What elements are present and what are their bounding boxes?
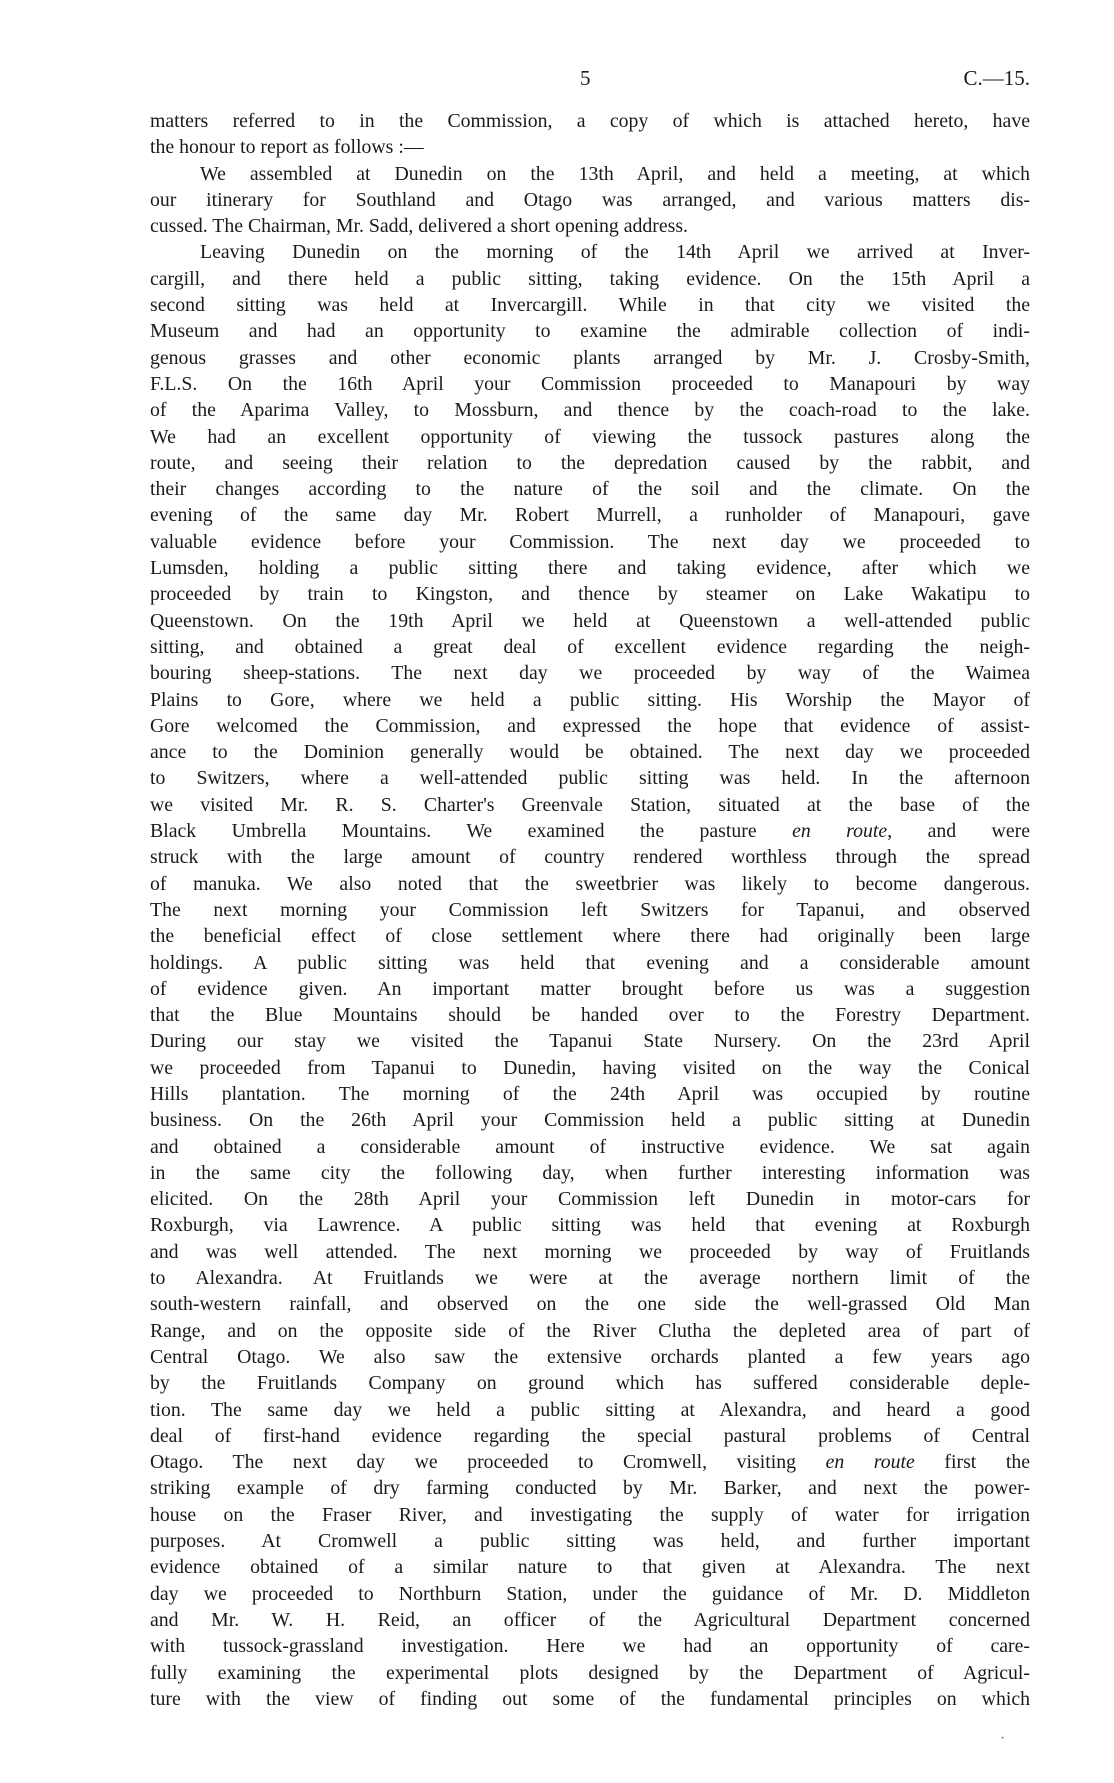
text-line: and Mr. W. H. Reid, an officer of the Agricultural Department concerned <box>150 1608 1030 1631</box>
text-line: house on the Fraser River, and investigating the supply of water for irrigation <box>150 1503 1030 1526</box>
text-line: Hills plantation. The morning of the 24th April was occupied by routine <box>150 1082 1030 1105</box>
text-run: Otago. The next day we proceeded to Cromwell, visiting <box>150 1451 796 1474</box>
text-line: of the Aparima Valley, to Mossburn, and thence by the coach-road to the lake. <box>150 399 1030 422</box>
text-line: evening of the same day Mr. Robert Murrell, a runholder of Manapouri, gave <box>150 504 1030 527</box>
text-line: Queenstown. On the 19th April we held at Queenstown a well-attended public <box>150 609 1030 632</box>
text-line: Leaving Dunedin on the morning of the 14th April we arrived at Inver- <box>200 241 1030 264</box>
text-line: Lumsden, holding a public sitting there and taking evidence, after which we <box>150 557 1030 580</box>
text-line: deal of first-hand evidence regarding the special pastural problems of Central <box>150 1424 1030 1447</box>
text-line: we proceeded from Tapanui to Dunedin, having visited on the way the Conical <box>150 1056 1030 1079</box>
text-run: , and were <box>887 820 1030 843</box>
margin-mark: · <box>1000 1730 1006 1747</box>
text-line: We had an excellent opportunity of viewing the tussock pastures along the <box>150 425 1030 448</box>
page-header <box>150 66 1030 96</box>
text-line: to Switzers, where a well-attended public sitting was held. In the afternoon <box>150 767 1030 790</box>
text-line: cargill, and there held a public sitting, taking evidence. On the 15th April a <box>150 267 1030 290</box>
page-number: 5 <box>580 66 591 90</box>
report-body <box>150 108 1030 1712</box>
text-line: day we proceeded to Northburn Station, under the guidance of Mr. D. Middleton <box>150 1582 1030 1605</box>
text-line: matters referred to in the Commission, a copy of which is attached hereto, have <box>150 110 1030 132</box>
text-line: bouring sheep-stations. The next day we proceeded by way of the Waimea <box>150 662 1030 685</box>
text-line: proceeded by train to Kingston, and thence by steamer on Lake Wakatipu to <box>150 583 1030 606</box>
text-line: Museum and had an opportunity to examine the admirable collection of indi- <box>150 320 1030 343</box>
text-line: in the same city the following day, when further interesting information was <box>150 1161 1030 1184</box>
text-line: their changes according to the nature of the soil and the climate. On the <box>150 478 1030 501</box>
text-line: with tussock-grassland investigation. Here we had an opportunity of care- <box>150 1635 1030 1658</box>
text-line: cussed. The Chairman, Mr. Sadd, delivered a short opening address. <box>150 215 689 238</box>
text-run: Black Umbrella Mountains. We examined the pasture <box>150 820 757 843</box>
italic-phrase: en route <box>825 1451 915 1474</box>
text-line: sitting, and obtained a great deal of excellent evidence regarding the neigh- <box>150 635 1030 658</box>
text-line-with-italic <box>150 1449 1030 1475</box>
text-line: ture with the view of finding out some of the fundamental principles on which <box>150 1687 1030 1710</box>
text-line: and obtained a considerable amount of instructive evidence. We sat again <box>150 1135 1030 1158</box>
text-line: of manuka. We also noted that the sweetbrier was likely to become dangerous. <box>150 872 1030 895</box>
text-line: south-western rainfall, and observed on the one side the well-grassed Old Man <box>150 1293 1030 1316</box>
text-line: purposes. At Cromwell a public sitting was held, and further important <box>150 1530 1030 1553</box>
text-line: striking example of dry farming conducted by Mr. Barker, and next the power- <box>150 1477 1030 1500</box>
text-line: elicited. On the 28th April your Commission left Dunedin in motor-cars for <box>150 1188 1030 1211</box>
text-line: business. On the 26th April your Commission held a public sitting at Dunedin <box>150 1109 1030 1132</box>
paper-reference: C.—15. <box>963 66 1030 90</box>
text-line: Central Otago. We also saw the extensive orchards planted a few years ago <box>150 1345 1030 1368</box>
text-line: genous grasses and other economic plants arranged by Mr. J. Crosby-Smith, <box>150 346 1030 369</box>
text-line: ance to the Dominion generally would be obtained. The next day we proceeded <box>150 741 1030 764</box>
text-line: Plains to Gore, where we held a public sitting. His Worship the Mayor of <box>150 688 1030 711</box>
text-line: evidence obtained of a similar nature to that given at Alexandra. The next <box>150 1556 1030 1579</box>
text-line: Roxburgh, via Lawrence. A public sitting was held that evening at Roxburgh <box>150 1214 1030 1237</box>
text-line: valuable evidence before your Commission. The next day we proceeded to <box>150 530 1030 553</box>
text-line: fully examining the experimental plots designed by the Department of Agricul- <box>150 1661 1030 1684</box>
italic-phrase: en route <box>792 820 888 843</box>
text-line: Gore welcomed the Commission, and expressed the hope that evidence of assist- <box>150 714 1030 737</box>
text-line: our itinerary for Southland and Otago was arranged, and various matters dis- <box>150 188 1030 211</box>
text-line: F.L.S. On the 16th April your Commission proceeded to Manapouri by way <box>150 372 1030 395</box>
text-line: Range, and on the opposite side of the River Clutha the depleted area of part of <box>150 1319 1030 1342</box>
text-line: struck with the large amount of country rendered worthless through the spread <box>150 846 1030 869</box>
text-line: the beneficial effect of close settlement where there had originally been large <box>150 925 1030 948</box>
text-line: second sitting was held at Invercargill. While in that city we visited the <box>150 294 1030 317</box>
text-line: of evidence given. An important matter brought before us was a suggestion <box>150 977 1030 1000</box>
text-line: by the Fruitlands Company on ground which has suffered considerable deple- <box>150 1372 1030 1395</box>
text-line: we visited Mr. R. S. Charter's Greenvale Station, situated at the base of the <box>150 793 1030 816</box>
text-line: the honour to report as follows :— <box>150 136 424 159</box>
text-line-with-italic <box>150 818 1030 844</box>
text-line: to Alexandra. At Fruitlands we were at the average northern limit of the <box>150 1267 1030 1290</box>
text-run: first the <box>944 1451 1031 1474</box>
text-line: holdings. A public sitting was held that evening and a considerable amount <box>150 951 1030 974</box>
text-line: that the Blue Mountains should be handed over to the Forestry Department. <box>150 1004 1030 1027</box>
text-line: and was well attended. The next morning we proceeded by way of Fruitlands <box>150 1240 1030 1263</box>
text-line: tion. The same day we held a public sitting at Alexandra, and heard a good <box>150 1398 1030 1421</box>
text-line: During our stay we visited the Tapanui State Nursery. On the 23rd April <box>150 1030 1030 1053</box>
text-line: We assembled at Dunedin on the 13th April, and held a meeting, at which <box>200 162 1030 185</box>
text-line: route, and seeing their relation to the depredation caused by the rabbit, and <box>150 451 1030 474</box>
text-line: The next morning your Commission left Switzers for Tapanui, and observed <box>150 898 1030 921</box>
